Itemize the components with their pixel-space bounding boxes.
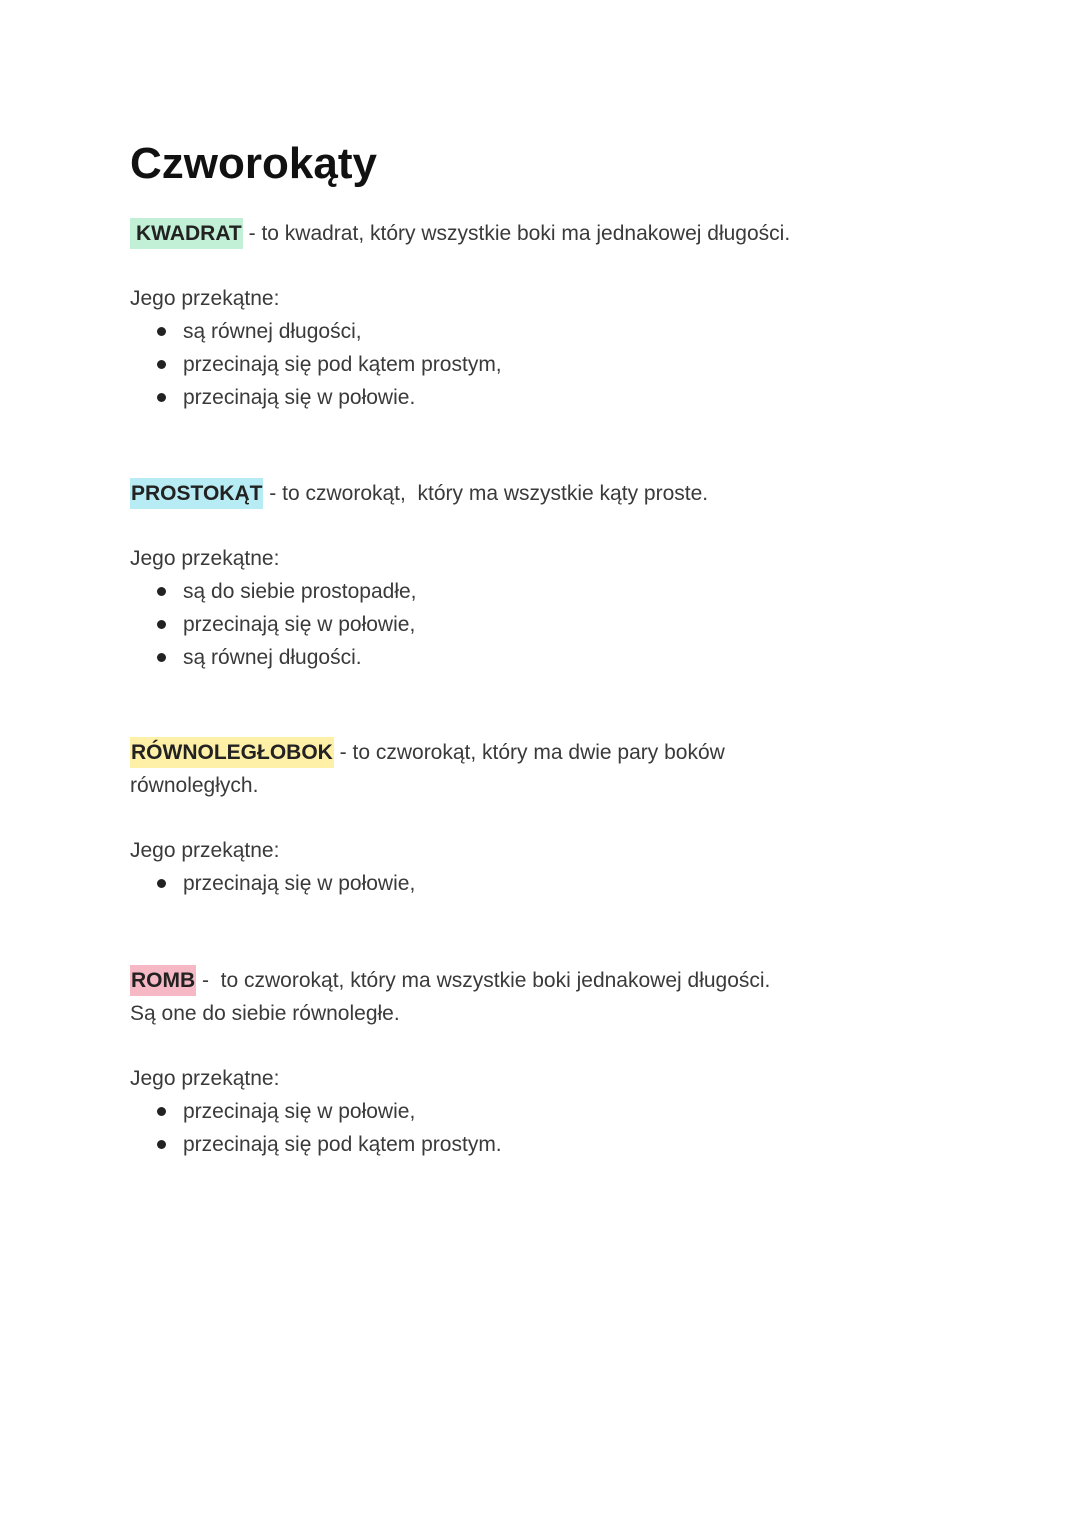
diagonals-label: Jego przekątne: — [130, 287, 280, 310]
definition-line — [130, 477, 950, 510]
list-item: są do siebie prostopadłe, — [130, 575, 950, 608]
bullet-icon — [157, 879, 166, 888]
properties-list — [130, 575, 950, 674]
bullet-icon — [157, 587, 166, 596]
list-item: przecinają się w połowie, — [130, 1095, 950, 1128]
properties-list — [130, 315, 950, 414]
section-kwadrat — [130, 217, 950, 414]
definition-line — [130, 964, 950, 997]
definition-text: to czworokąt, który ma wszystkie kąty proste. — [282, 482, 709, 505]
separator: - — [263, 482, 283, 505]
definition-line — [130, 736, 950, 769]
properties-list — [130, 867, 950, 900]
bullet-icon — [157, 620, 166, 629]
page-title: Czworokąty — [130, 139, 377, 188]
term-highlight-prostokat: PROSTOKĄT — [130, 478, 263, 509]
separator: - — [196, 969, 221, 992]
separator: - — [333, 741, 353, 764]
diagonals-label: Jego przekątne: — [130, 547, 280, 570]
separator: - — [242, 222, 262, 245]
list-item: przecinają się w połowie, — [130, 867, 950, 900]
list-item: przecinają się w połowie, — [130, 608, 950, 641]
properties-list — [130, 1095, 950, 1161]
list-item: przecinają się w połowie. — [130, 381, 950, 414]
bullet-icon — [157, 653, 166, 662]
definition-line — [130, 217, 950, 250]
term-highlight-kwadrat: KWADRAT — [130, 218, 243, 249]
term-highlight-romb: ROMB — [130, 965, 196, 996]
diagonals-label: Jego przekątne: — [130, 839, 280, 862]
bullet-icon — [157, 393, 166, 402]
definition-text: to kwadrat, który wszystkie boki ma jednakowej długości. — [261, 222, 791, 245]
bullet-icon — [157, 327, 166, 336]
diagonals-label: Jego przekątne: — [130, 1067, 280, 1090]
section-rownoleglobok — [130, 736, 950, 900]
bullet-icon — [157, 1140, 166, 1149]
definition-continuation: Są one do siebie równoległe. — [130, 1002, 400, 1025]
list-item: przecinają się pod kątem prostym. — [130, 1128, 950, 1161]
term-highlight-rownoleglobok: RÓWNOLEGŁOBOK — [130, 737, 334, 768]
bullet-icon — [157, 1107, 166, 1116]
list-item: przecinają się pod kątem prostym, — [130, 348, 950, 381]
list-item: są równej długości, — [130, 315, 950, 348]
definition-continuation: równoległych. — [130, 774, 259, 797]
section-romb — [130, 964, 950, 1161]
definition-text: to czworokąt, który ma wszystkie boki jednakowej długości. — [220, 969, 771, 992]
bullet-icon — [157, 360, 166, 369]
section-prostokat — [130, 477, 950, 674]
list-item: są równej długości. — [130, 641, 950, 674]
definition-text: to czworokąt, który ma dwie pary boków — [352, 741, 725, 764]
